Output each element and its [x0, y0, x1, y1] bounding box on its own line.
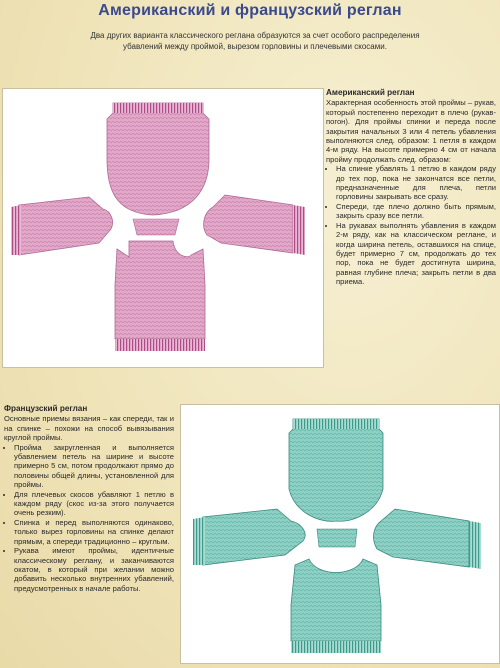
french-bullets — [4, 443, 174, 594]
right-sleeve — [204, 195, 293, 253]
american-raglan-text — [326, 88, 496, 287]
back-rib — [293, 419, 379, 429]
french-raglan-svg — [181, 405, 499, 663]
american-paragraph: Характерная особенность этой проймы – рукав, который постепенно переходит в плечо (рукав-погон). Для проймы спинки и переда после закрытия начальных 3 или 4 петель убавления выполняются след. образом: 1 петля в каждом 4-м ряду. На высоте примерно 4 см от начала пройму продолжать след. образом: — [326, 98, 496, 164]
back-piece — [107, 103, 209, 215]
american-heading: Американский реглан — [326, 88, 415, 97]
french-bullet: • Спинка и перед выполняются одинаково, только вырез горловины на спинке делают прямым, а спереди традиционно – круглым. — [14, 518, 174, 546]
french-bullet: • Для плечевых скосов убавляют 1 петлю в каждом ряду (скос из-за этого получается очень резким). — [14, 490, 174, 518]
french-heading: Французский реглан — [4, 404, 88, 413]
french-bullet: • Пройма закругленная и выполняется убавлением петель на ширине и высоте примерно 5 см, потом продолжают прямо до половины общей длины, установленной для проймы. — [14, 443, 174, 490]
right-sleeve-rib — [293, 205, 305, 255]
american-raglan-svg — [3, 89, 323, 367]
intro-text: Два других варианта классического реглана образуются за счет особого распределения убавлений между проймой, вырезом горловины и плечевыми скосами. — [90, 31, 420, 51]
front-rib — [115, 339, 205, 351]
left-sleeve — [19, 197, 113, 255]
left-sleeve-rib — [193, 517, 205, 565]
american-bullet: • На спинке убавлять 1 петлю в каждом ряду до тех пор, пока не закончатся все петли, предназначенные для плеча, петли горловины закрывать все сразу. — [336, 164, 496, 202]
french-bullet: • Рукава имеют проймы, идентичные классическому реглану, и заканчиваются окатом, в который при желании можно добавить несколько внутренних убавлений, предусмотренных в начале работы. — [14, 546, 174, 593]
left-sleeve-rib — [11, 205, 21, 255]
french-raglan-text — [4, 404, 174, 593]
page-title: Американский и французский реглан — [98, 2, 402, 19]
front-piece — [291, 559, 381, 641]
right-sleeve — [374, 509, 469, 567]
american-bullet: • На рукавах выполнять убавления в каждом 2-м ряду, как на классическом реглане, и когда ширина петель, оставшихся на спице, будет примерно 7 см, продолжать до тех пор, пока не будет достигнута ширина, равная глубине плеча; закрыть петли в два приема. — [336, 221, 496, 287]
back-rib — [113, 103, 203, 113]
american-bullet: • Спереди, где плечо должно быть прямым, закрыть сразу все петли. — [336, 202, 496, 221]
right-sleeve-rib — [469, 521, 481, 569]
american-raglan-diagram — [2, 88, 324, 368]
left-sleeve — [203, 509, 305, 565]
french-raglan-diagram — [180, 404, 500, 664]
american-bullets — [326, 164, 496, 286]
french-paragraph: Основные приемы вязания – как спереди, так и на спинке – похожи на способ вывязывания круглой проймы. — [4, 414, 174, 443]
back-piece — [289, 419, 383, 521]
front-rib — [291, 641, 381, 653]
front-piece — [115, 241, 205, 339]
